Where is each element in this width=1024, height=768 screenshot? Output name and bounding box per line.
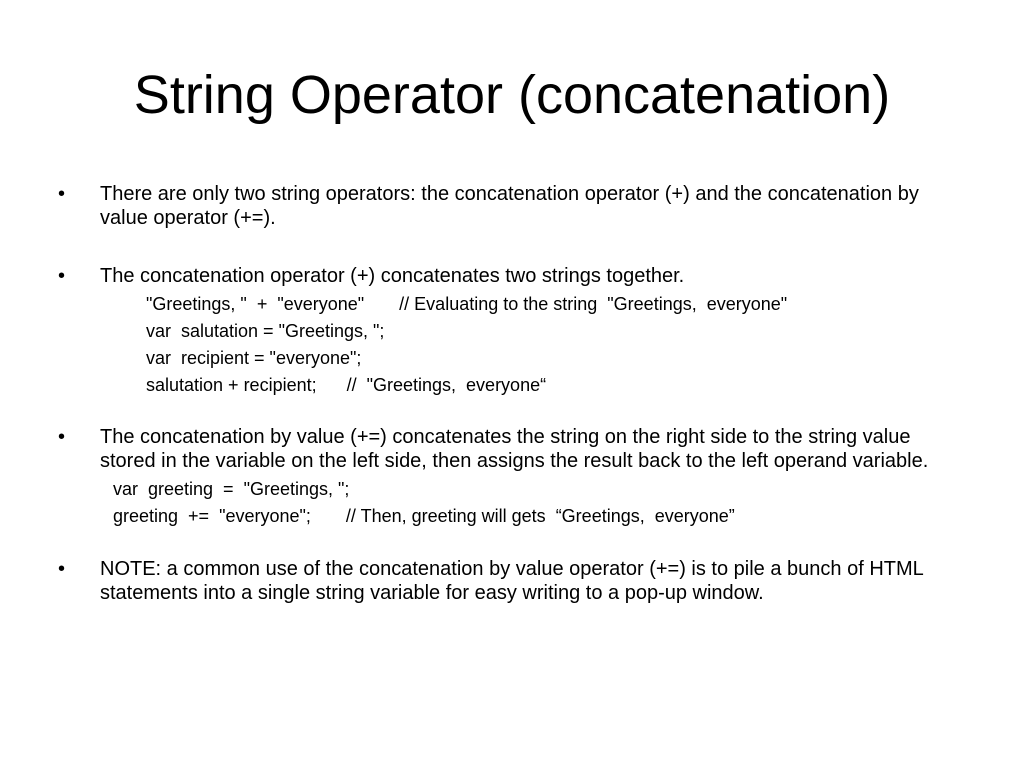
code-example: [56, 291, 956, 399]
bullet-item: [56, 557, 956, 605]
code-line: "Greetings, " + "everyone" // Evaluating to the string "Greetings, everyone": [146, 294, 788, 314]
bullet-text: NOTE: a common use of the concatenation by value operator (+=) is to pile a bunch of HTML statements into a single string variable for easy writing to a pop-up window.: [100, 558, 924, 604]
code-line: greeting += "everyone"; // Then, greeting will gets “Greetings, everyone”: [113, 506, 735, 526]
bullet-icon: •: [58, 558, 66, 580]
bullet-icon: •: [58, 265, 66, 287]
bullet-icon: •: [58, 183, 66, 205]
slide-title: String Operator (concatenation): [133, 65, 891, 125]
bullet-item: [56, 182, 956, 230]
bullet-text: There are only two string operators: the concatenation operator (+) and the concatenation by value operator (+=).: [100, 183, 919, 229]
code-line: salutation + recipient; // "Greetings, everyone“: [146, 375, 547, 395]
bullet-icon: •: [58, 426, 66, 448]
code-line: var recipient = "everyone";: [146, 348, 362, 368]
code-line: var salutation = "Greetings, ";: [146, 321, 385, 341]
code-line: var greeting = "Greetings, ";: [113, 479, 350, 499]
code-example: [56, 476, 956, 530]
bullet-text: The concatenation operator (+) concatenates two strings together.: [100, 265, 685, 287]
bullet-text: The concatenation by value (+=) concatenates the string on the right side to the string value stored in the variable on the left side, then assigns the result back to the left operand variable.: [100, 426, 929, 472]
slide-body: [56, 182, 956, 605]
bullet-item: [56, 425, 956, 473]
bullet-item: [56, 264, 956, 288]
